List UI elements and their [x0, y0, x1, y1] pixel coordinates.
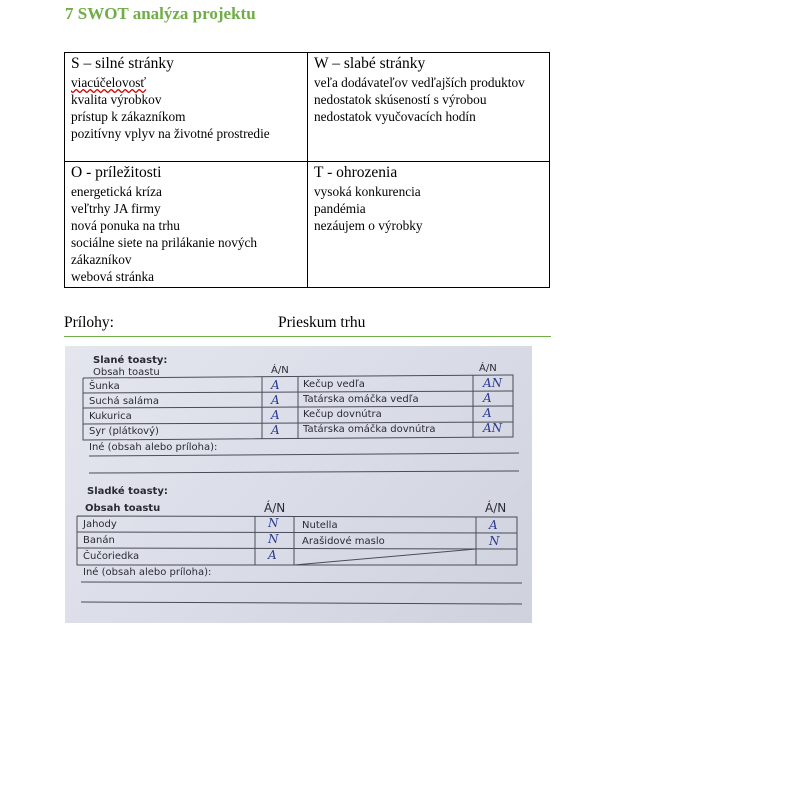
strengths-item: viacúčelovosť: [71, 75, 147, 90]
sweet-item: Banán: [83, 535, 115, 546]
savory-yes-no-left: Á/N: [271, 365, 289, 376]
savory-answer: A: [271, 423, 280, 437]
savory-content-label: Obsah toastu: [93, 367, 160, 378]
savory-other-label: Iné (obsah alebo príloha):: [89, 442, 218, 453]
sweet-yes-no-right: Á/N: [485, 501, 507, 515]
swot-table: [64, 52, 550, 288]
savory-answer: A: [483, 391, 492, 405]
sweet-yes-no-left: Á/N: [264, 501, 286, 515]
savory-item: Šunka: [89, 381, 120, 392]
threats-item: nezáujem o výrobky: [314, 218, 423, 233]
savory-answer: AN: [483, 376, 503, 390]
opportunities-item: energetická kríza: [71, 184, 162, 199]
opportunities-title: O - príležitosti: [71, 164, 162, 181]
savory-yes-no-right: Á/N: [479, 363, 497, 374]
savory-answer: A: [483, 406, 492, 420]
opportunities-item: webová stránka: [71, 269, 155, 284]
sweet-item: Čučoriedka: [83, 551, 140, 562]
strengths-item: prístup k zákazníkom: [71, 109, 186, 124]
sweet-item: Nutella: [302, 520, 338, 531]
sweet-other-label: Iné (obsah alebo príloha):: [83, 567, 212, 578]
weaknesses-item: veľa dodávateľov vedľajších produktov: [314, 75, 525, 90]
opportunities-item: nová ponuka na trhu: [71, 218, 180, 233]
opportunities-item: sociálne siete na prilákanie nových zákazníkov: [71, 235, 258, 267]
opportunities-item: veľtrhy JA firmy: [71, 201, 161, 216]
section-heading: 7 SWOT analýza projektu: [65, 4, 256, 23]
strengths-item: pozitívny vplyv na životné prostredie: [71, 126, 270, 141]
questionnaire-lines: [65, 346, 532, 623]
attachments-row: [64, 314, 551, 337]
savory-answer: A: [271, 408, 280, 422]
threats-cell: [308, 162, 550, 288]
savory-heading: Slané toasty:: [93, 355, 168, 366]
savory-answer: AN: [483, 421, 503, 435]
savory-answer: A: [271, 393, 280, 407]
attachments-label: Prílohy:: [64, 314, 114, 331]
sweet-answer: N: [489, 534, 500, 548]
sweet-answer: N: [268, 516, 279, 530]
savory-item: Kečup vedľa: [303, 379, 365, 390]
sweet-item: Jahody: [83, 519, 117, 530]
savory-item: Tatárska omáčka vedľa: [303, 394, 419, 405]
sweet-answer: A: [268, 548, 277, 562]
sweet-answer: N: [268, 532, 279, 546]
savory-item: Kukurica: [89, 411, 132, 422]
savory-item: Tatárska omáčka dovnútra: [303, 424, 436, 435]
savory-item: Kečup dovnútra: [303, 409, 382, 420]
strengths-item: kvalita výrobkov: [71, 92, 162, 107]
sweet-content-label: Obsah toastu: [85, 503, 161, 514]
strengths-cell: [65, 53, 308, 162]
weaknesses-title: W – slabé stránky: [314, 55, 426, 72]
savory-answer: A: [271, 378, 280, 392]
weaknesses-item: nedostatok vyučovacích hodín: [314, 109, 476, 124]
sweet-heading: Sladké toasty:: [87, 486, 168, 497]
weaknesses-cell: [308, 53, 550, 162]
attachments-title: Prieskum trhu: [278, 314, 366, 331]
strengths-title: S – silné stránky: [71, 55, 174, 72]
sweet-answer: A: [489, 518, 498, 532]
sweet-item: Arašidové maslo: [302, 536, 385, 547]
savory-item: Syr (plátkový): [89, 426, 159, 437]
savory-item: Suchá saláma: [89, 396, 159, 407]
threats-item: vysoká konkurencia: [314, 184, 421, 199]
threats-title: T - ohrozenia: [314, 164, 398, 181]
weaknesses-item: nedostatok skúseností s výrobou: [314, 92, 487, 107]
questionnaire-photo: [65, 346, 532, 623]
opportunities-cell: [65, 162, 308, 288]
threats-item: pandémia: [314, 201, 366, 216]
